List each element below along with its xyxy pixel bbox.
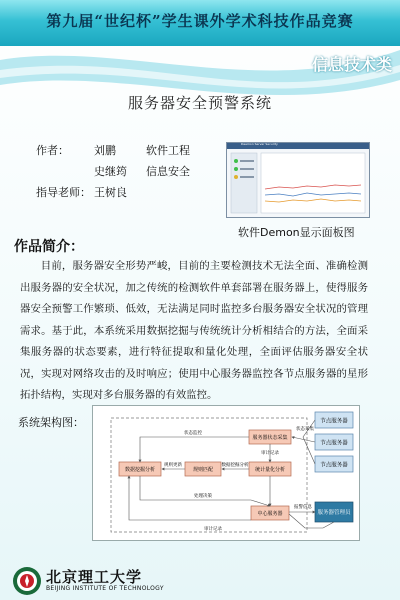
author-major: 软件工程 [146,144,190,157]
svg-text:数据挖掘分析: 数据挖掘分析 [124,467,156,473]
software-panel-screenshot [226,142,370,218]
screenshot-content [227,149,369,217]
edge-label: 状态采集 [296,427,314,432]
node-server [315,434,353,450]
node-server [315,456,353,472]
intro-text: 目前，服务器安全形势严峻，目前的主要检测技术无法全面、准确检测出服务器的安全状况，加之传统的检测软件单套部署在服务器上，使得服务器安全预警工作繁琐、低效，无法满足同时监控多台服务器安全状况的管理需求。基于此，本系统采用数据挖掘与传统统计分析相结合的方法，全面采集服务器的状态要素，进行特征提取和量化处理，全面评估服务器安全状况，实现对网络攻击的及时响应；使用中心服务器监控各节点服务器的星形拓扑结构，实现对多台服务器的有效监控。 [20,260,368,401]
connector [303,437,315,464]
intro-heading: 作品简介： [14,239,84,255]
node-label: 节点服务器 [320,462,348,469]
node-server [315,412,353,428]
edge-label: 规则更新 [164,463,182,468]
edge-label: 报警信息 [294,505,312,510]
author-label: 作者： [36,144,69,157]
university-name-en: BEIJING INSTITUTE OF TECHNOLOGY [46,585,164,592]
university-logo-icon [12,566,42,596]
author-name: 刘鹏 [94,144,116,157]
edge-label: 处理决策 [194,494,212,499]
project-title: 服务器安全预警系统 [127,94,272,112]
advisor-name: 王树良 [94,186,127,199]
author-row [36,161,190,182]
process-box [249,462,291,476]
connector [129,476,251,520]
university-name: 北京理工大学 [46,568,143,586]
author-row [36,140,190,161]
admin-box [315,502,353,522]
advisor-label: 指导老师： [36,186,91,199]
architecture-label: 系统架构图： [18,416,84,429]
advisor-row [36,182,190,203]
architecture-diagram [92,405,360,541]
svg-text:服务器管理员: 服务器管理员 [317,510,351,516]
process-box [249,430,291,444]
svg-text:统计量化分析: 统计量化分析 [254,467,286,473]
svg-text:服务器状态采集: 服务器状态采集 [252,435,288,441]
screenshot-caption: 软件Demon显示面板图 [238,226,355,239]
process-box [119,462,161,476]
author-major: 信息安全 [146,165,190,178]
svg-text:规则匹配: 规则匹配 [192,467,214,473]
connector [140,437,249,462]
author-block [36,140,190,203]
node-label: 节点服务器 [320,418,348,425]
edge-label: 状态监控 [184,431,202,436]
connector [140,476,270,506]
author-name: 史继筠 [94,165,127,178]
edge-label: 审计记录 [261,451,279,456]
edge-label: 审计记录 [204,527,222,532]
edge-label: 数据挖掘分析 [221,463,249,468]
process-box [185,462,221,476]
screenshot-window-title: Daemon Server Security [241,142,278,146]
competition-title: 第九届“世纪杯”学生课外学术科技作品竞赛 [46,12,354,30]
category-label: 信息技术类 [311,55,392,74]
architecture-svg [93,406,359,540]
node-label: 节点服务器 [320,440,348,447]
process-box [251,506,289,520]
svg-text:中心服务器: 中心服务器 [257,511,283,517]
